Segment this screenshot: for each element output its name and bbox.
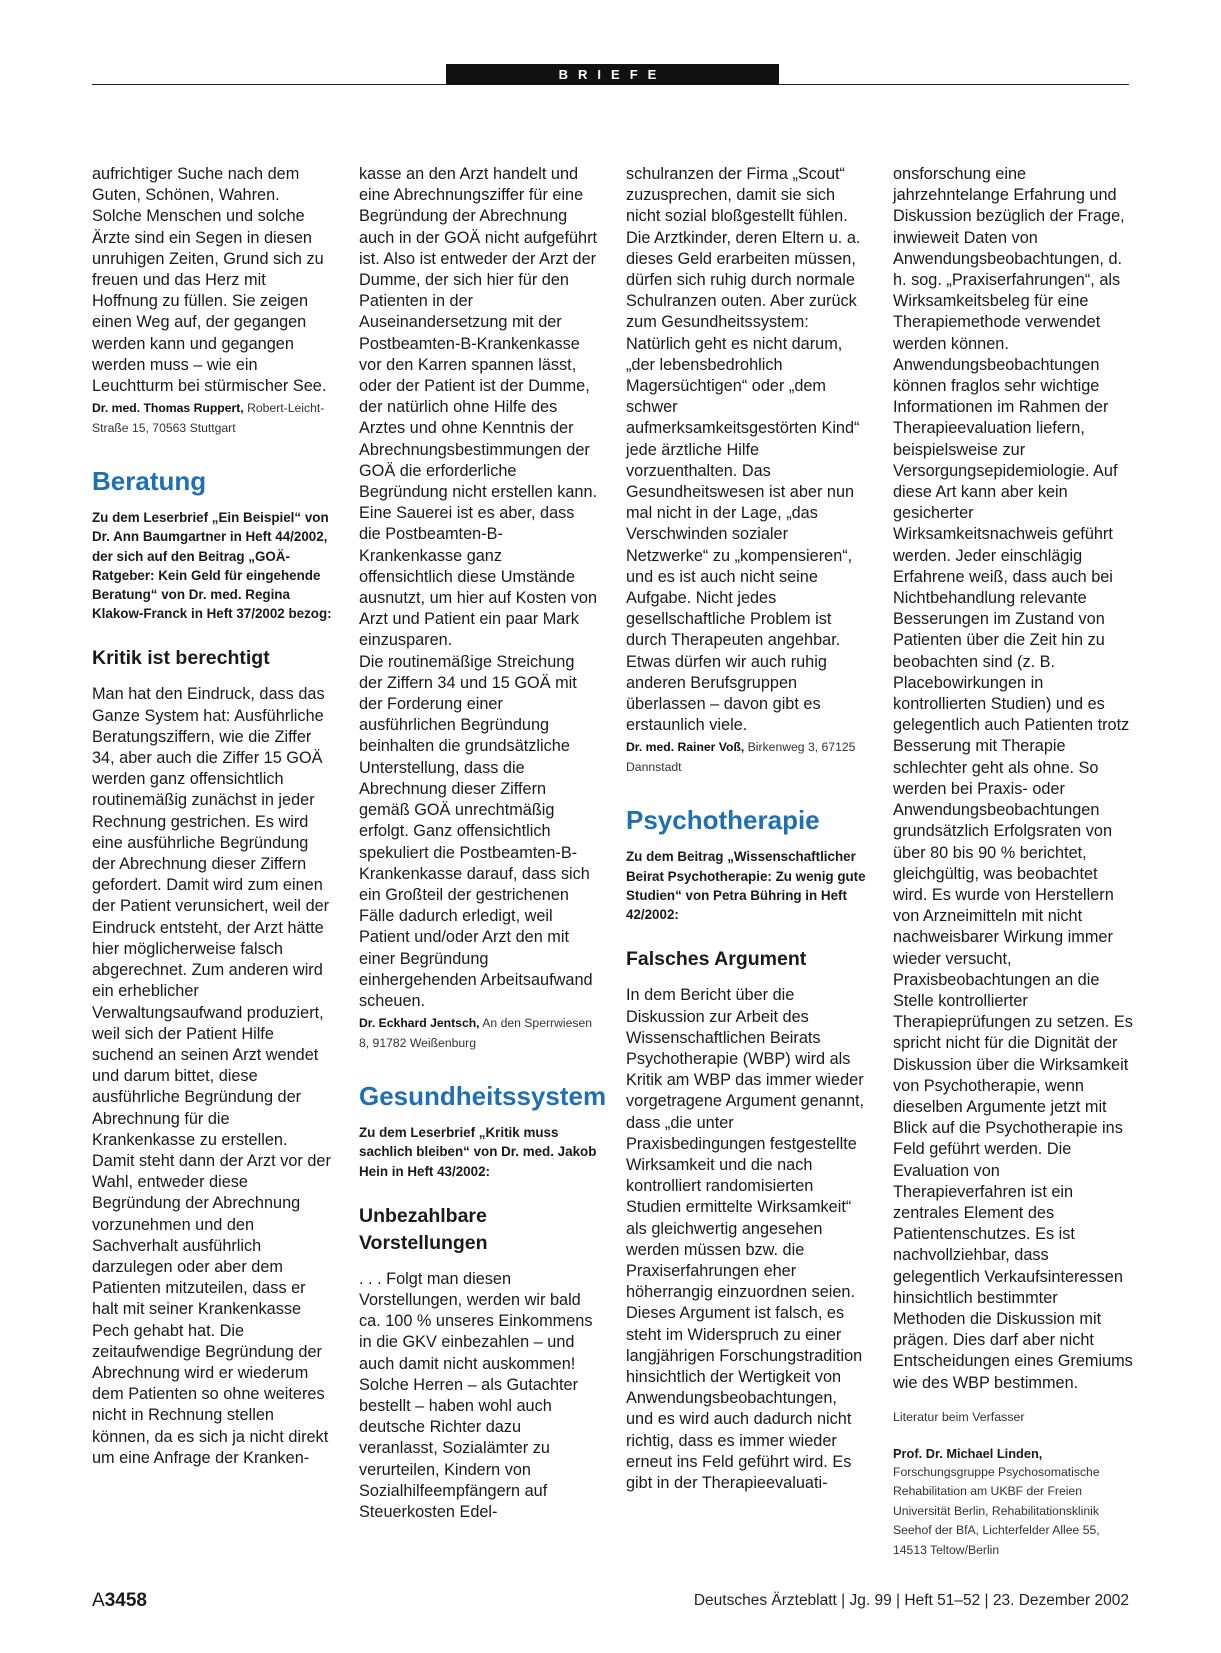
page-number	[92, 1590, 147, 1612]
letter-signature	[92, 399, 332, 438]
page-number-value: 3458	[104, 1590, 147, 1611]
letter-headline: Kritik ist berechtigt	[92, 647, 270, 670]
journal-name: Deutsches Ärzteblatt	[693, 1592, 837, 1609]
section-header: BRIEFE	[446, 64, 779, 85]
journal-volume: Jg. 99	[849, 1592, 892, 1609]
letter-text: . . . Folgt man diesen Vorstellungen, werden wir bald ca. 100 % unseres Einkommens in die GKV einbezahlen – und auch damit nicht auskommen! Solche Herren – als Gutachter bestellt – haben wohl auch deutsche Richter dazu veranlasst, Sozialämter zu verurteilen, Kindern von Sozialhilfeempfängern auf Steuerkosten Edel-	[359, 1269, 593, 1521]
letter-text: kasse an den Arzt handelt und eine Abrechnungsziffer für eine Begründung der Abrechnung auch in der GOÄ nicht aufgeführt ist. Also ist entweder der Arzt der Dumme, der sich hier für den Patienten in der Auseinandersetzung mit der Postbeamten-B-Krankenkasse vor den Karren spannen lässt, oder der Patient ist der Dumme, der natürlich ohne Hilfe des Arztes und ohne Kenntnis der Abrechnungsbestimmungen der GOÄ die erforderliche Begründung nicht erstellen kann.	[359, 165, 598, 502]
letter-headline: Falsches Argument	[626, 948, 807, 971]
author-name: Dr. Eckhard Jentsch,	[359, 1016, 480, 1031]
letter-text: Dieses Argument ist falsch, es steht im Widerspruch zu einer langjährigen Forschungstradition hinsichtlich der Wertigkeit von Anwendungsbeobachtungen, und es wird auch dadurch nicht richtig, dass es immer wieder erneut ins Feld geführt wird. Es gibt in der Therapieevaluati-	[626, 1304, 863, 1492]
section-title: Gesundheitssystem	[359, 1081, 607, 1112]
section-title: Beratung	[92, 466, 207, 497]
author-address: An den Sperrwiesen 8, 91782 Weißenburg	[359, 1016, 593, 1050]
letter-text: Eine Sauerei ist es aber, dass die Postbeamten-B-Krankenkasse ganz offensichtlich diese Umstände ausnutzt, um hier auf Kosten von Arzt und Patient ein paar Mark einzusparen.	[359, 504, 598, 650]
author-name: Dr. med. Rainer Voß,	[626, 740, 745, 755]
letter-text: In dem Bericht über die Diskussion zur Arbeit des Wissenschaftlichen Beirats Psychotherapie (WBP) wird als Kritik am WBP das immer wieder vorgetragene Argument genannt, dass „die unter Praxisbedingungen festgestellte Wirksamkeit und die nach kontrolliert randomisierten Studien ermittelte Wirksamkeit“ als gleichwertig angesehen werden müssen bzw. die Praxiserfahrungen eher höherrangig einzuordnen seien.	[626, 986, 865, 1302]
literature-note: Literatur beim Verfasser	[893, 1409, 1025, 1424]
column-4	[893, 164, 1133, 1560]
letter-intro: Zu dem Leserbrief „Kritik muss sachlich bleiben“ von Dr. med. Jakob Hein in Heft 43/2002:	[359, 1125, 597, 1179]
letter-text: onsforschung eine jahrzehntelange Erfahrung und Diskussion bezüglich der Frage, inwieweit Daten von Anwendungsbeobachtungen, d. h. sog. „Praxiserfahrungen“, als Wirksamkeitsbeleg für eine Therapiemethode verwendet werden können. Anwendungsbeobachtungen können fraglos sehr wichtige Informationen im Rahmen der Therapieevaluation liefern, beispielsweise zur Versorgungsepidemiologie. Auf diese Art kann aber kein gesicherter Wirksamkeitsnachweis geführt werden. Jeder einschlägig Erfahrene weiß, dass auch bei Nichtbehandlung relevante Besserungen im Zustand von Patienten über die Zeit hin zu beobachten sind (z. B. Placebowirkungen in kontrollierten Studien) und es gelegentlich auch Patienten trotz Besserung mit Therapie schlechter geht als ohne. So werden bei Praxis- oder Anwendungsbeobachtungen grundsätzlich Erfolgsraten von über 80 bis 90 % berichtet, gleichgültig, was beobachtet wird. Es wurde von Herstellern von Arzneimitteln mit nicht nachweisbarer Wirkung immer wieder versucht, Praxisbeobachtungen an die Stelle kontrollierter Therapieprüfungen zu setzen. Es spricht nicht für die Dignität der Diskussion über die Wirksamkeit von Psychotherapie, wenn dieselben Argumente jetzt mit Blick auf die Psychotherapie ins Feld geführt werden. Die Evaluation von Therapieverfahren ist ein zentrales Element des Patientenschutzes. Es ist nachvollziehbar, dass gelegentlich Verkaufsinteressen hinsichtlich bestimmter Methoden die Diskussion mit prägen. Dies darf aber nicht Entscheidungen eines Gremiums wie des WBP bestimmen.	[893, 165, 1133, 1392]
column-2	[359, 164, 607, 1523]
author-address: Robert-Leicht-Straße 15, 70563 Stuttgart	[92, 401, 325, 435]
column-1	[92, 164, 332, 1469]
page-prefix: A	[92, 1590, 105, 1611]
section-title: Psychotherapie	[626, 805, 820, 836]
journal-date: 23. Dezember 2002	[992, 1592, 1129, 1609]
letter-signature	[626, 738, 866, 777]
page-footer	[92, 1590, 1129, 1614]
letter-text: schulranzen der Firma „Scout“ zuzusprechen, damit sie sich nicht sozial bloßgestellt fühlen. Die Arztkinder, deren Eltern u. a. dieses Geld erarbeiten müssen, dürfen sich ruhig durch normale Schulranzen outen. Aber zurück zum Gesundheitssystem: Natürlich geht es nicht darum, „der lebensbedrohlich Magersüchtigen“ oder „dem schwer aufmerksamkeitsgestörten Kind“ jede ärztliche Hilfe vorzuenthalten. Das Gesundheitswesen ist aber nun mal nicht in der Lage, „das Verschwinden sozialer Netzwerke“ zu „kompensieren“, und es ist auch nicht seine Aufgabe. Nicht jedes gesellschaftliche Problem ist durch Therapeuten angehbar. Etwas dürfen wir auch ruhig anderen Berufsgruppen überlassen – davon gibt es erstaunlich viele.	[626, 165, 861, 735]
journal-issue: Heft 51–52	[904, 1592, 981, 1609]
column-3	[626, 164, 866, 1494]
author-address: Birkenweg 3, 67125 Dannstadt	[626, 740, 856, 774]
letter-text: Die routinemäßige Streichung der Ziffern 34 und 15 GOÄ mit der Forderung einer ausführlichen Begründung beinhalten die grundsätzliche Unterstellung, dass die Abrechnung dieser Ziffern gemäß GOÄ unrechtmäßig erfolgt. Ganz offensichtlich spekuliert die Postbeamten-B-Krankenkasse darauf, dass sich ein Großteil der gestrichenen Fälle dadurch erledigt, weil Patient und/oder Arzt den mit einer Begründung einhergehenden Arbeitsaufwand scheuen.	[359, 652, 593, 1010]
letter-intro: Zu dem Leserbrief „Ein Beispiel“ von Dr. Ann Baumgartner in Heft 44/2002, der sich auf den Beitrag „GOÄ-Ratgeber: Kein Geld für eingehende Beratung“ von Dr. med. Regina Klakow-Franck in Heft 37/2002 bezog:	[92, 510, 332, 622]
author-name: Dr. med. Thomas Ruppert,	[92, 401, 244, 416]
journal-info: Deutsches Ärzteblatt | Jg. 99 | Heft 51–52 | 23. Dezember 2002	[693, 1592, 1129, 1609]
author-name: Prof. Dr. Michael Linden,	[893, 1445, 1043, 1461]
letter-headline: Unbezahlbare Vorstellungen	[359, 1204, 488, 1254]
letter-text: aufrichtiger Suche nach dem Guten, Schönen, Wahren. Solche Menschen und solche Ärzte sind ein Segen in diesen unruhigen Zeiten, Grund sich zu freuen und das Herz mit Hoffnung zu füllen. Sie zeigen einen Weg auf, der gegangen werden kann und gegangen werden muss – wie ein Leuchtturm bei stürmischer See.	[92, 165, 327, 396]
author-address: Forschungsgruppe Psychosomatische Rehabilitation am UKBF der Freien Universität Berlin, Rehabilitationsklinik Seehof der BfA, Lichterfelder Allee 55, 14513 Teltow/Berlin	[893, 1464, 1100, 1557]
letter-signature	[359, 1014, 599, 1053]
letter-intro: Zu dem Beitrag „Wissenschaftlicher Beirat Psychotherapie: Zu wenig gute Studien“ von Petra Bühring in Heft 42/2002:	[626, 849, 866, 923]
letter-text: Man hat den Eindruck, dass das Ganze System hat: Ausführliche Beratungsziffern, wie die Ziffer 34, aber auch die Ziffer 15 GOÄ werden ganz offensichtlich routinemäßig zunächst in jeder Rechnung gestrichen. Es wird eine ausführliche Begründung der Abrechnung dieser Ziffern gefordert. Damit wird zum einen der Patient verunsichert, weil der Eindruck entsteht, der Arzt hätte hier möglicherweise falsch abgerechnet. Zum anderen wird ein erheblicher Verwaltungsaufwand produziert, weil sich der Patient Hilfe suchend an seinen Arzt wendet und darum bittet, diese ausführliche Begründung der Abrechnung für die Krankenkasse zu erstellen. Damit steht dann der Arzt vor der Wahl, entweder diese Begründung der Abrechnung vorzunehmen und den Sachverhalt ausführlich darzulegen oder aber dem Patienten mitzuteilen, dass er halt mit seiner Krankenkasse Pech gehabt hat. Die zeitaufwendige Begründung der Abrechnung wird er wiederum dem Patienten so ohne weiteres nicht in Rechnung stellen können, da es sich ja nicht direkt um eine Anfrage der Kranken-	[92, 685, 331, 1467]
